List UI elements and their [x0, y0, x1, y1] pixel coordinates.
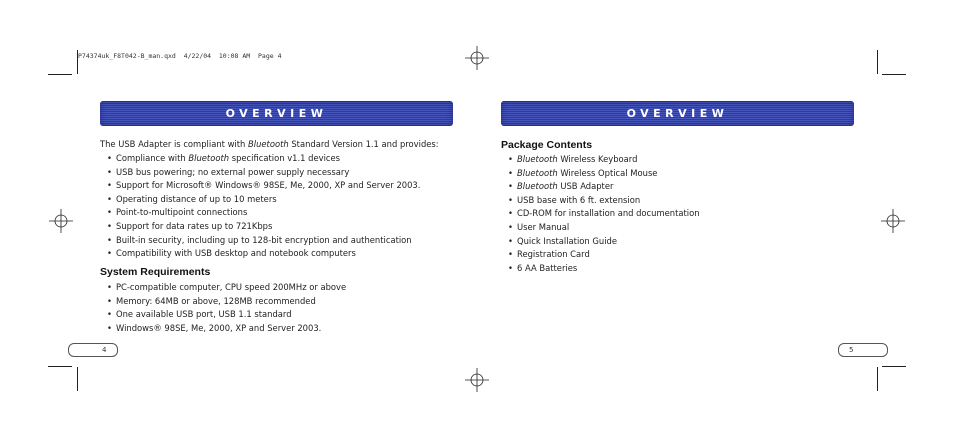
package-contents-list: [508, 153, 700, 275]
banner-title: OVERVIEW: [626, 107, 729, 120]
list-item: • Bluetooth USB Adapter: [508, 180, 700, 194]
bullet: •: [508, 167, 513, 178]
page-number-box-right: [838, 343, 888, 357]
list-item: • 6 AA Batteries: [508, 262, 700, 276]
bullet: •: [107, 180, 112, 191]
system-requirements-list: [107, 281, 346, 335]
page-number: 5: [849, 346, 854, 354]
list-item: • Support for Microsoft® Windows® 98SE, Me, 2000, XP and Server 2003.: [107, 179, 420, 193]
list-item: • USB bus powering; no external power supply necessary: [107, 166, 420, 180]
banner-title: OVERVIEW: [225, 107, 328, 120]
list-item: • Support for data rates up to 721Kbps: [107, 220, 420, 234]
list-item: • One available USB port, USB 1.1 standard: [107, 308, 346, 322]
intro-text: The USB Adapter is compliant with Bluetooth Standard Version 1.1 and provides:: [100, 139, 439, 149]
bullet: •: [107, 322, 112, 333]
list-item: • Registration Card: [508, 248, 700, 262]
registration-mark-icon: [49, 209, 73, 233]
list-item: • User Manual: [508, 221, 700, 235]
overview-banner-left: [100, 101, 453, 126]
bullet: •: [107, 248, 112, 259]
registration-mark-icon: [881, 209, 905, 233]
package-contents-heading: Package Contents: [501, 139, 593, 151]
bullet: •: [508, 154, 513, 164]
bullet: •: [508, 194, 513, 205]
list-item: • Memory: 64MB or above, 128MB recommended: [107, 295, 346, 309]
bullet: •: [508, 208, 513, 219]
bullet: •: [508, 181, 513, 192]
bullet: •: [107, 295, 112, 306]
bullet: •: [107, 282, 112, 292]
bullet: •: [107, 153, 112, 163]
bullet: •: [107, 234, 112, 245]
page-number-box-left: [68, 343, 118, 357]
list-item: • Point-to-multipoint connections: [107, 206, 420, 220]
overview-banner-right: [501, 101, 854, 126]
list-item: • PC-compatible computer, CPU speed 200MHz or above: [107, 281, 346, 295]
list-item: • Built-in security, including up to 128-bit encryption and authentication: [107, 234, 420, 248]
registration-mark-icon: [465, 46, 489, 70]
list-item: • Compatibility with USB desktop and notebook computers: [107, 247, 420, 261]
bullet: •: [107, 220, 112, 231]
bullet: •: [508, 221, 513, 232]
list-item: • Compliance with Bluetooth specification v1.1 devices: [107, 152, 420, 166]
system-requirements-heading: System Requirements: [100, 266, 211, 278]
feature-list: [107, 152, 420, 261]
bullet: •: [508, 249, 513, 260]
bullet: •: [107, 193, 112, 204]
list-item: • Quick Installation Guide: [508, 235, 700, 249]
print-slug: P74374uk_F8T042-B_man.qxd 4/22/04 10:08 AM Page 4: [78, 52, 282, 60]
list-item: • CD-ROM for installation and documentation: [508, 207, 700, 221]
list-item: • Windows® 98SE, Me, 2000, XP and Server 2003.: [107, 322, 346, 336]
list-item: • Bluetooth Wireless Optical Mouse: [508, 167, 700, 181]
list-item: • Bluetooth Wireless Keyboard: [508, 153, 700, 167]
bullet: •: [107, 309, 112, 320]
list-item: • USB base with 6 ft. extension: [508, 194, 700, 208]
bullet: •: [508, 235, 513, 246]
bullet: •: [107, 166, 112, 177]
list-item: • Operating distance of up to 10 meters: [107, 193, 420, 207]
registration-mark-icon: [465, 368, 489, 392]
page-number: 4: [102, 346, 107, 354]
bullet: •: [508, 262, 513, 273]
bullet: •: [107, 207, 112, 218]
